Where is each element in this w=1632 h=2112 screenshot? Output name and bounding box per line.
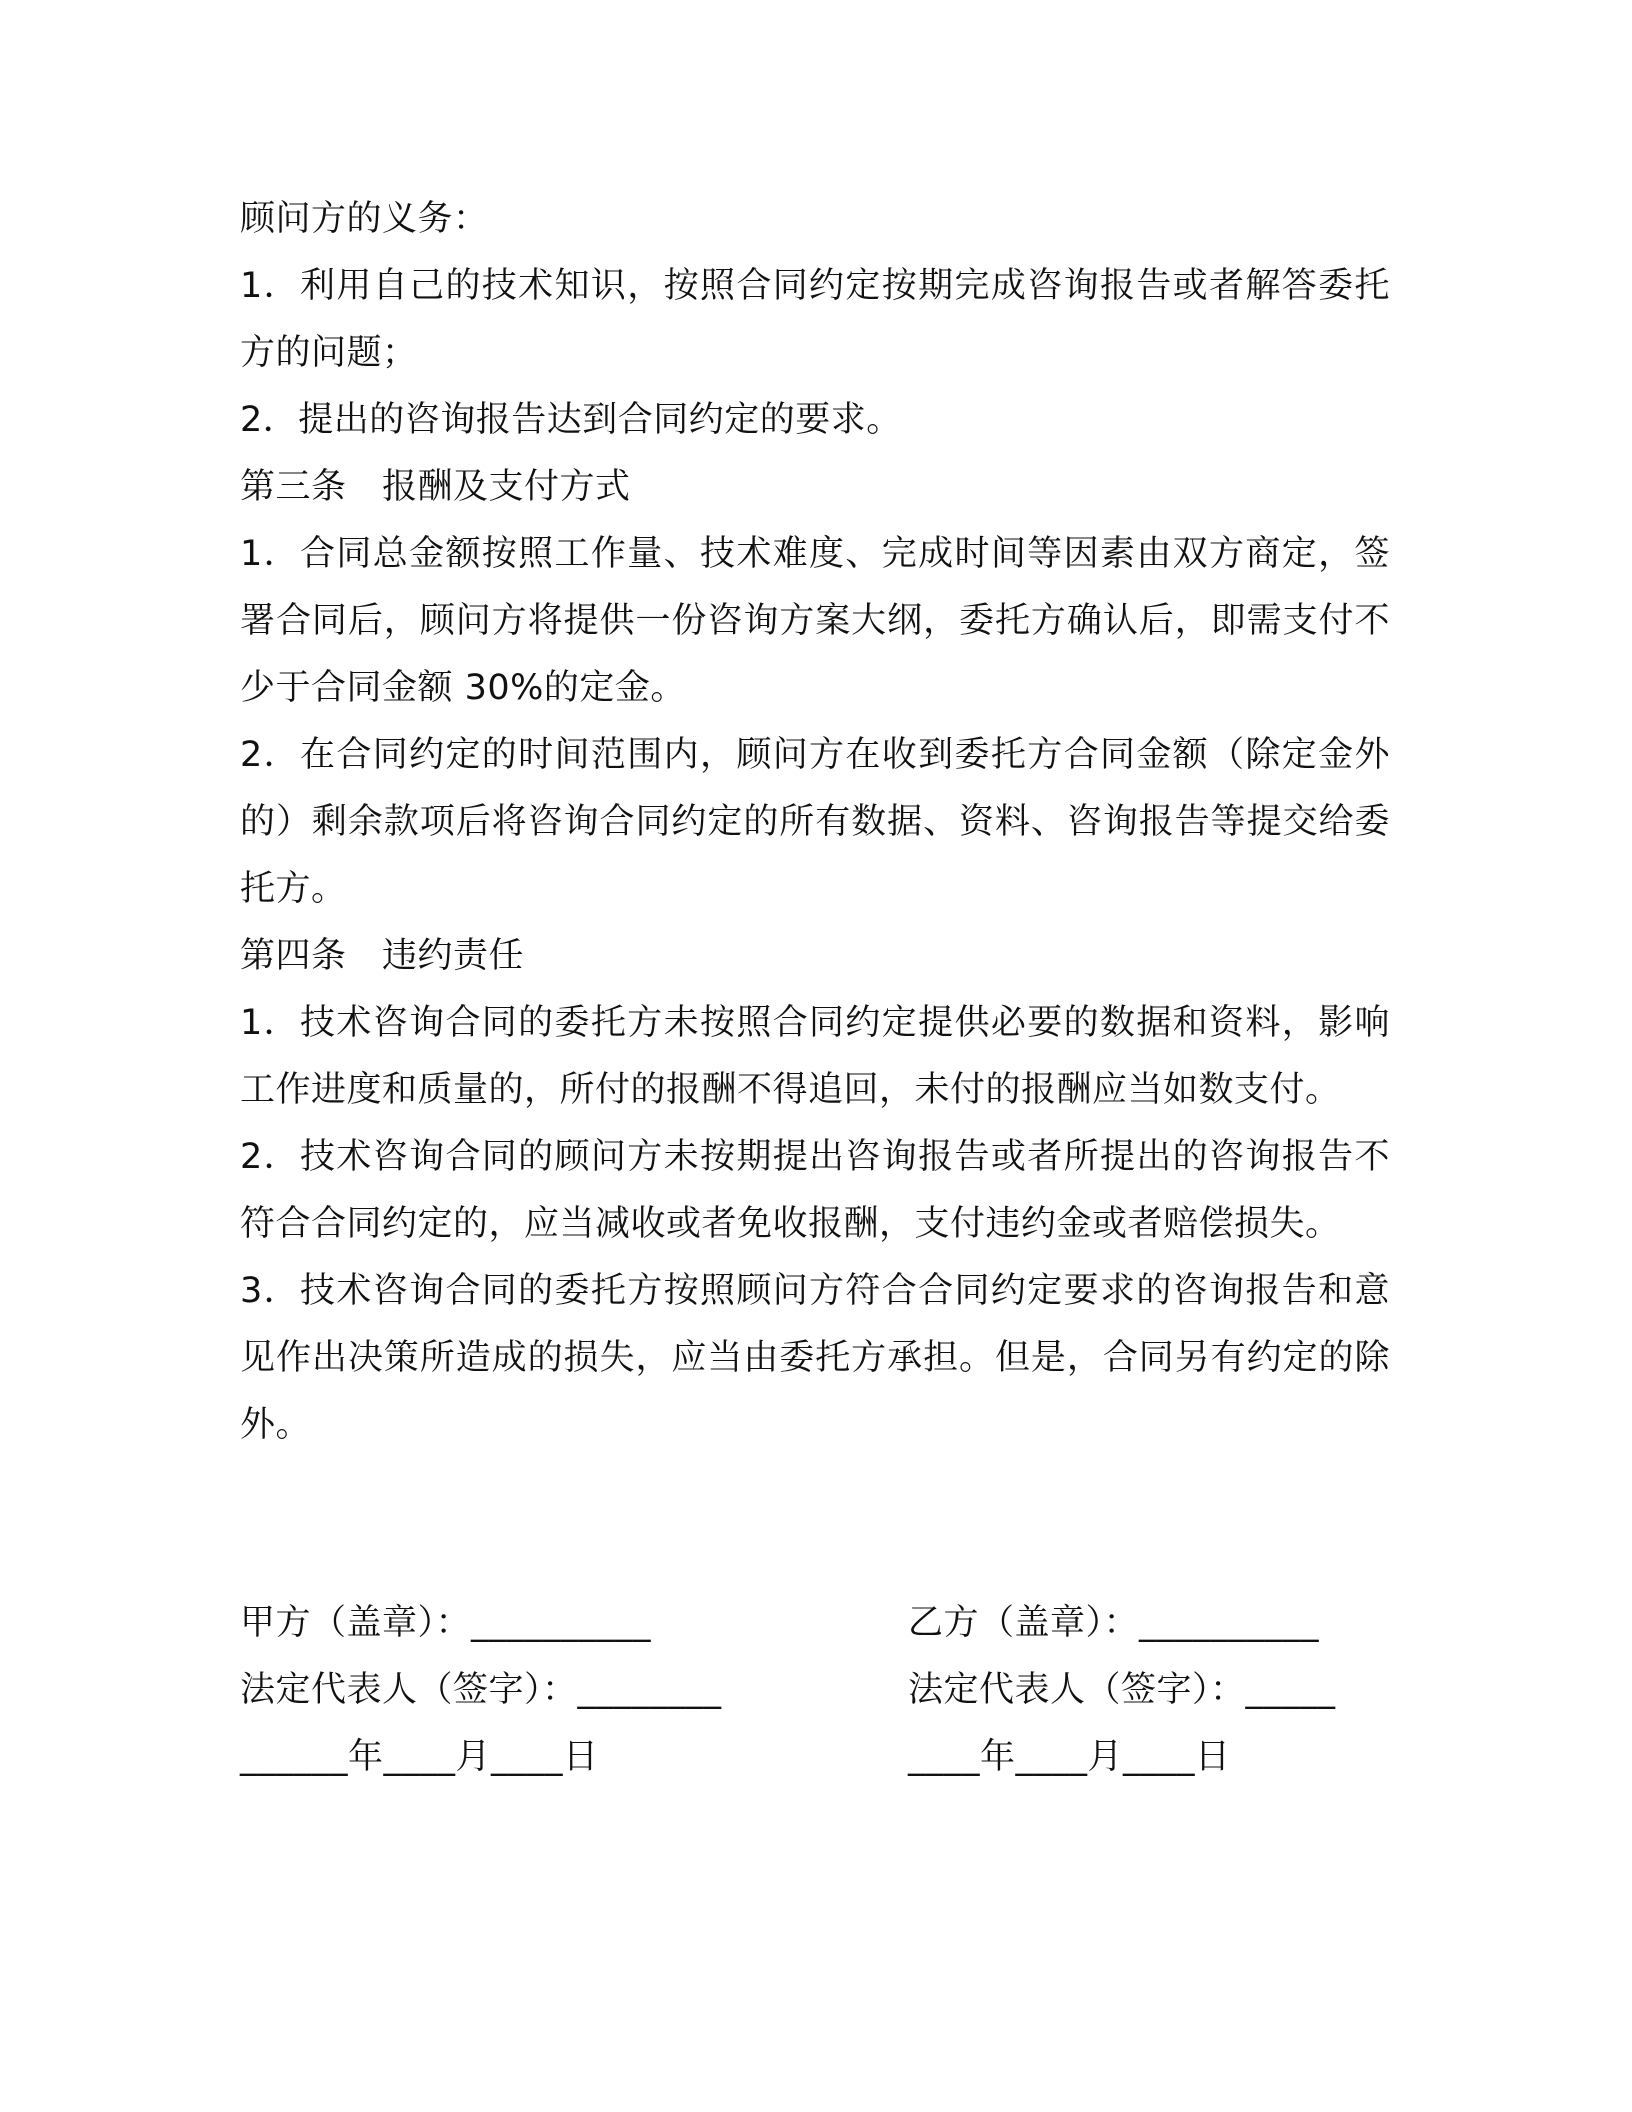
paragraph-liability-3: 3．技术咨询合同的委托方按照顾问方符合合同约定要求的咨询报告和意见作出决策所造成的损失，应当由委托方承担。但是，合同另有约定的除外。 [240, 1271, 1390, 1445]
party-b-seal-field: 乙方（盖章）：__________ [908, 1603, 1320, 1643]
party-b-representative-field: 法定代表人（签字）：_____ [908, 1670, 1336, 1710]
party-a-seal-field: 甲方（盖章）：__________ [240, 1603, 652, 1643]
paragraph-obligation-2: 2．提出的咨询报告达到合同约定的要求。 [240, 400, 902, 440]
paragraph-consultant-obligations-heading: 顾问方的义务： [240, 199, 489, 239]
signature-row-date [240, 1724, 1390, 1791]
signature-row-seal [240, 1590, 1390, 1657]
signature-row-representative [240, 1657, 1390, 1724]
document-body [240, 186, 1390, 1459]
paragraph-liability-2: 2．技术咨询合同的顾问方未按期提出咨询报告或者所提出的咨询报告不符合合同约定的，应当减收或者免收报酬，支付违约金或者赔偿损失。 [240, 1137, 1390, 1244]
party-a-date-field: ______年____月____日 [240, 1737, 599, 1777]
paragraph-payment-1: 1．合同总金额按照工作量、技术难度、完成时间等因素由双方商定，签署合同后，顾问方将提供一份咨询方案大纲，委托方确认后，即需支付不少于合同金额 30%的定金。 [240, 534, 1390, 708]
paragraph-obligation-1: 1．利用自己的技术知识，按照合同约定按期完成咨询报告或者解答委托方的问题； [240, 266, 1390, 373]
party-b-date-field: ____年____月____日 [908, 1737, 1231, 1777]
signature-block [240, 1590, 1390, 1791]
article-4-heading: 第四条 违约责任 [240, 936, 525, 976]
article-3-heading: 第三条 报酬及支付方式 [240, 467, 631, 507]
party-a-representative-field: 法定代表人（签字）：________ [240, 1670, 722, 1710]
paragraph-liability-1: 1．技术咨询合同的委托方未按照合同约定提供必要的数据和资料，影响工作进度和质量的，所付的报酬不得追回，未付的报酬应当如数支付。 [240, 1003, 1390, 1110]
paragraph-payment-2: 2．在合同约定的时间范围内，顾问方在收到委托方合同金额（除定金外的）剩余款项后将咨询合同约定的所有数据、资料、咨询报告等提交给委托方。 [240, 735, 1390, 909]
